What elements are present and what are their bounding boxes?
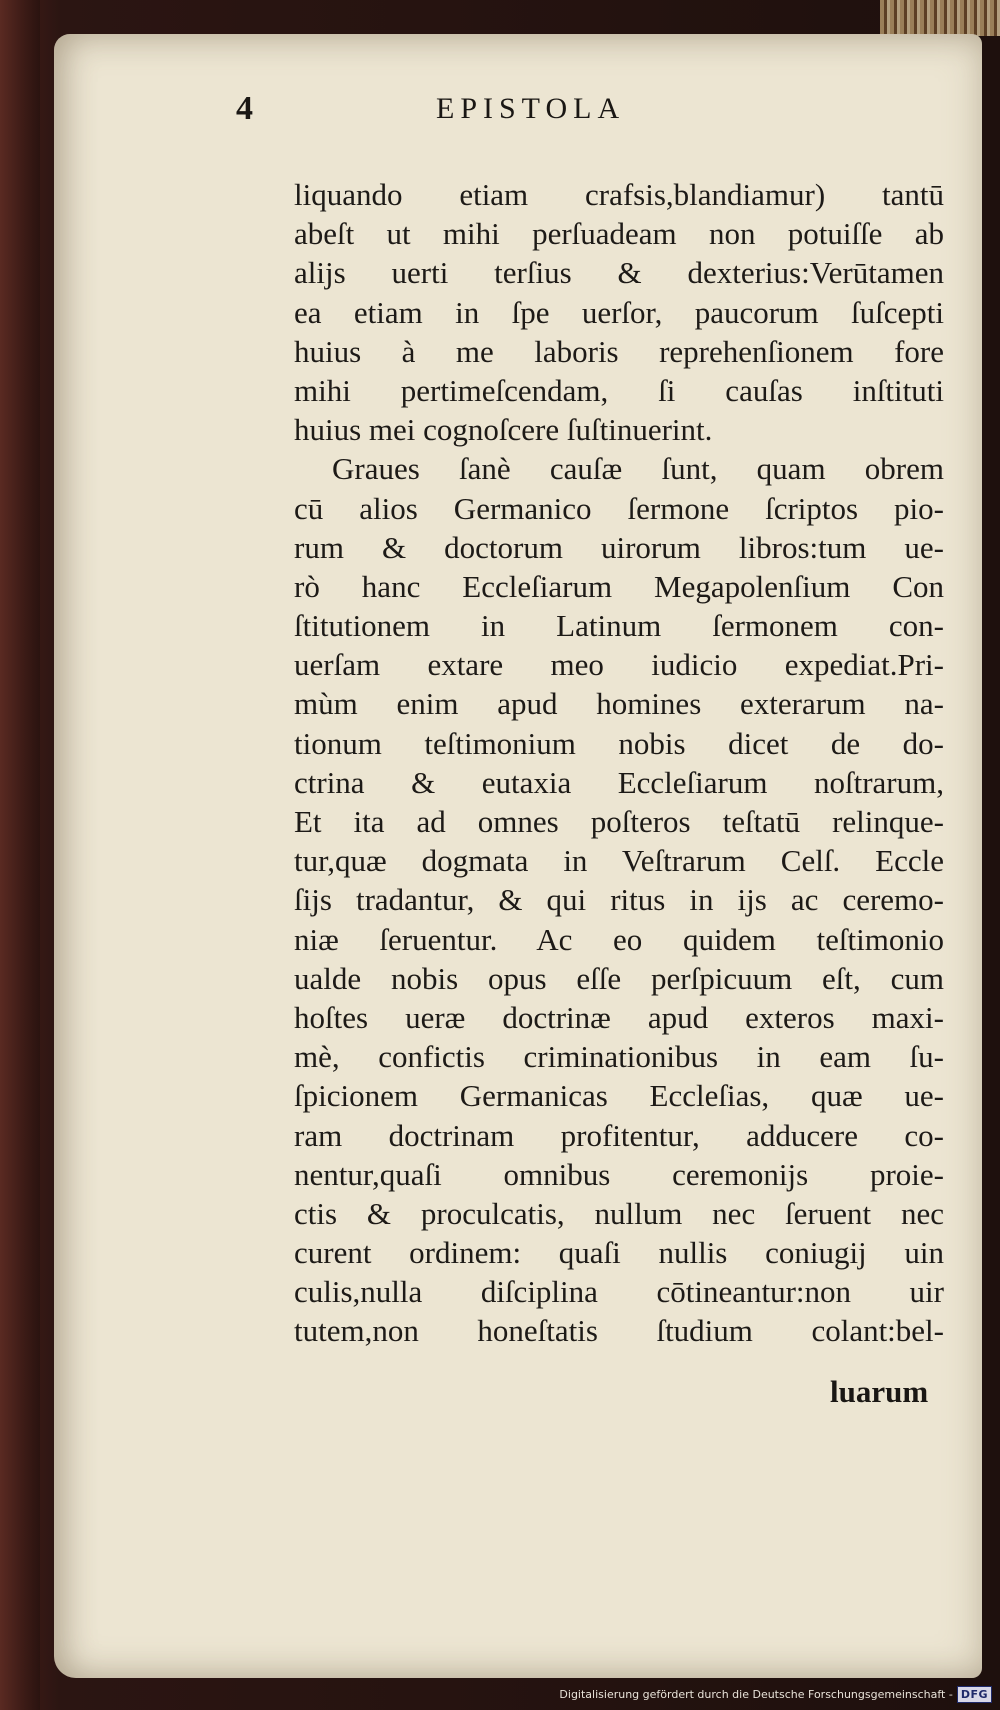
text-line: tionum teſtimonium nobis dicet de do- xyxy=(294,725,944,761)
text-line: rum & doctorum uirorum libros:tum ue- xyxy=(294,529,944,565)
dfg-logo: DFG xyxy=(957,1686,992,1703)
text-line: nentur,quaſi omnibus ceremonijs proie- xyxy=(294,1156,944,1192)
text-line: uerſam extare meo iudicio expediat.Pri- xyxy=(294,647,944,683)
text-line: ctis & proculcatis, nullum nec ſeruent nec xyxy=(294,1195,944,1231)
text-line: ſpicionem Germanicas Eccleſias, quæ ue- xyxy=(294,1078,944,1114)
text-line: rò hanc Eccleſiarum Megapolenſium Con xyxy=(294,568,944,604)
digitization-credit xyxy=(559,1682,992,1706)
text-line: Et ita ad omnes poſteros teſtatū relinque- xyxy=(294,804,944,839)
text-line: ualde nobis opus eſſe perſpicuum eſt, cum xyxy=(294,960,944,996)
text-line: mihi pertimeſcendam, ſi cauſas inſtituti xyxy=(294,372,944,408)
text-line: ctrina & eutaxia Eccleſiarum noſtrarum, xyxy=(294,764,944,800)
book-spine xyxy=(0,0,40,1710)
text-line: cū alios Germanico ſermone ſcriptos pio- xyxy=(294,490,944,526)
text-line: abeſt ut mihi perſuadeam non potuiſſe ab xyxy=(294,216,944,252)
text-line: ram doctrinam profitentur, adducere co- xyxy=(294,1117,944,1153)
text-line: mùm enim apud homines exterarum na- xyxy=(294,686,944,722)
text-line: tur,quæ dogmata in Veſtrarum Celſ. Eccle xyxy=(294,843,944,879)
catchword: luarum xyxy=(830,1374,929,1409)
text-line: Graues ſanè cauſæ ſunt, quam obrem xyxy=(332,451,944,487)
running-head xyxy=(236,90,706,140)
text-line: niæ ſeruentur. Ac eo quidem teſtimonio xyxy=(294,921,944,957)
text-line: ſijs tradantur, & qui ritus in ijs ac ceremo- xyxy=(294,882,944,918)
text-line: huius à me laboris reprehenſionem fore xyxy=(294,333,944,369)
running-head-title: EPISTOLA xyxy=(436,92,626,125)
text-line: ea etiam in ſpe uerſor, paucorum ſuſcepti xyxy=(294,294,944,330)
text-line: huius mei cognoſcere ſuſtinuerint. xyxy=(294,412,713,448)
text-line: liquando etiam crafsis,blandiamur) tantū xyxy=(294,177,944,212)
text-line: alijs uerti terſius & dexterius:Verūtamen xyxy=(294,255,944,291)
book-edge xyxy=(880,0,1000,36)
credit-text: Digitalisierung gefördert durch die Deutsche Forschungsgemeinschaft - xyxy=(559,1687,953,1701)
text-line: culis,nulla diſciplina cōtineantur:non uir xyxy=(294,1274,944,1310)
text-line: ſtitutionem in Latinum ſermonem con- xyxy=(294,608,944,644)
text-line: mè, confictis criminationibus in eam ſu- xyxy=(294,1039,944,1075)
body-text xyxy=(294,175,944,1351)
text-line: curent ordinem: quaſi nullis coniugij uin xyxy=(294,1235,944,1271)
page-number: 4 xyxy=(236,90,253,127)
text-line: tutem,non honeſtatis ſtudium colant:bel- xyxy=(294,1313,944,1349)
text-line: hoſtes ueræ doctrinæ apud exteros maxi- xyxy=(294,999,944,1035)
